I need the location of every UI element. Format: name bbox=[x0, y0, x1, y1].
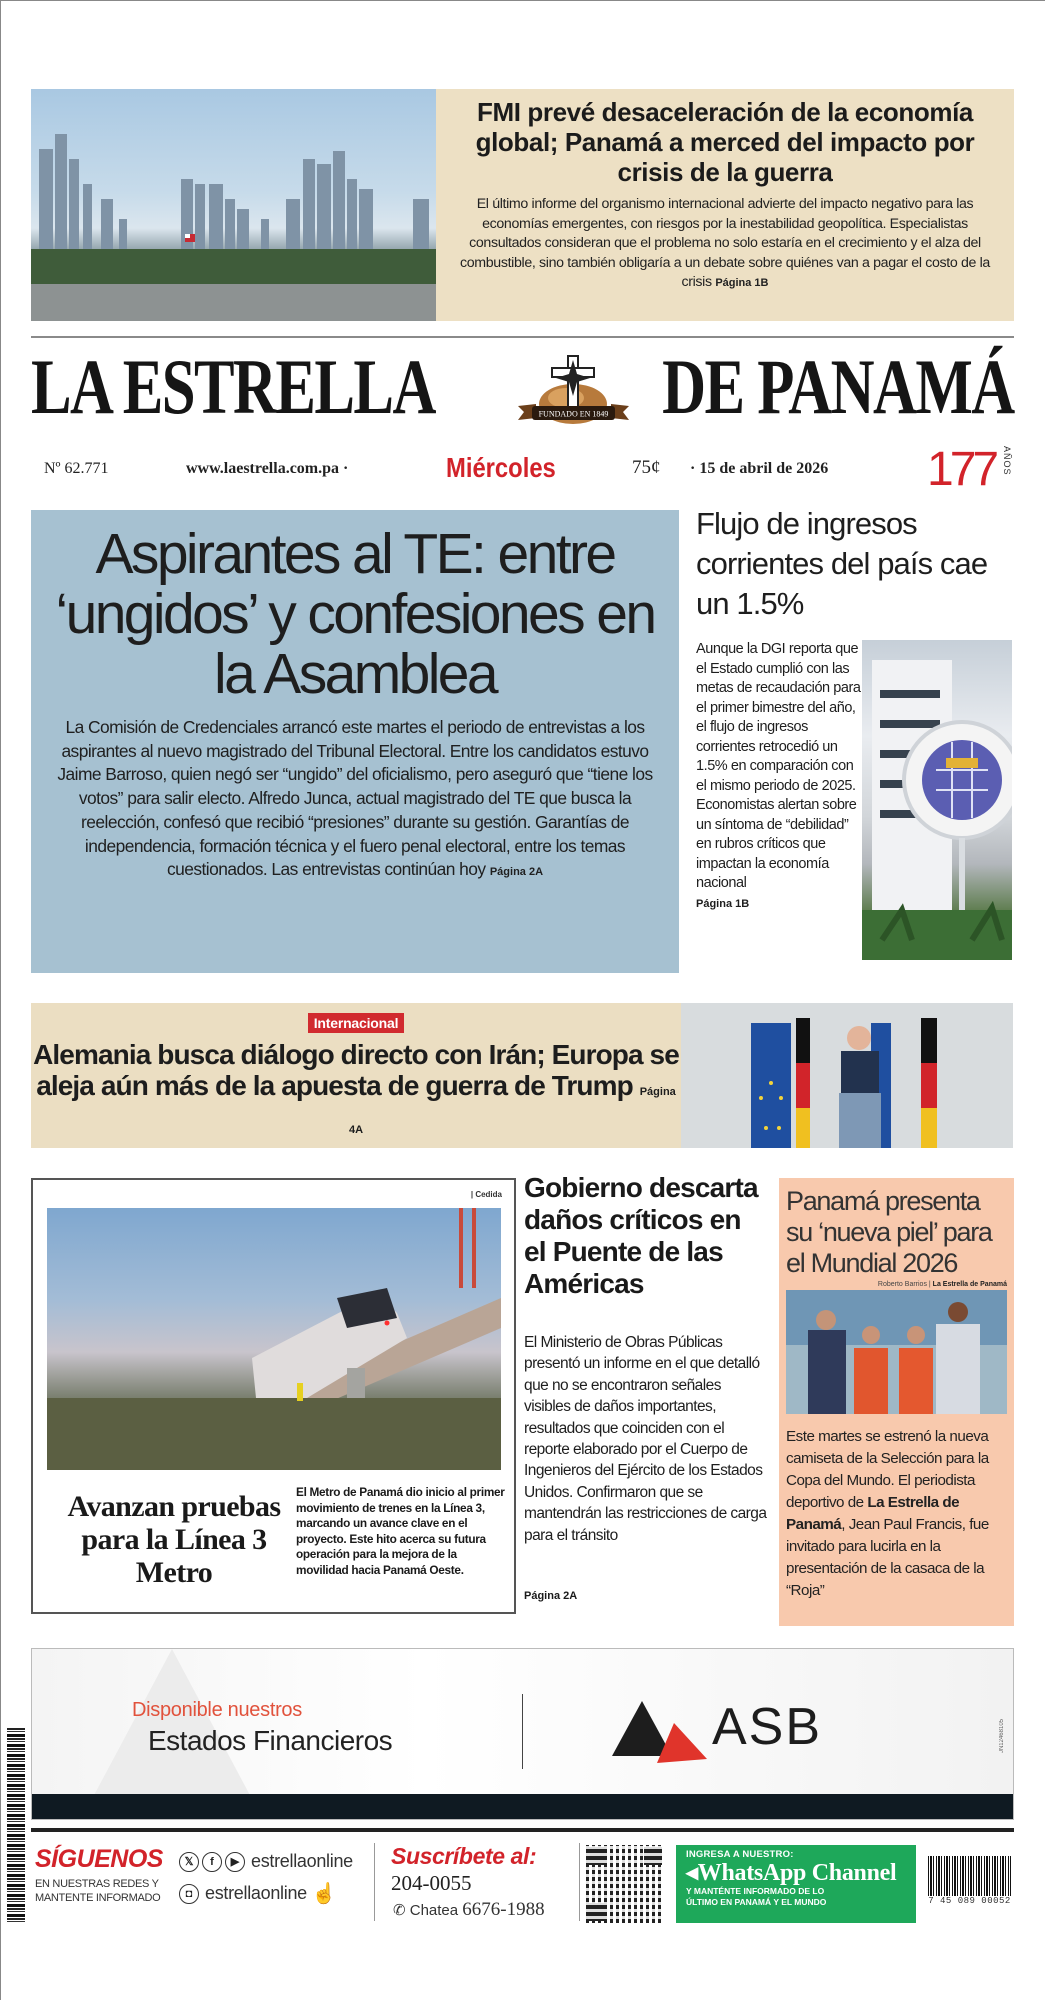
issue-number: Nº 62.771 bbox=[44, 460, 109, 477]
skyline-illustration bbox=[31, 89, 436, 321]
chat-contact[interactable] bbox=[393, 1899, 545, 1921]
bridge-story-headline[interactable]: Gobierno descarta daños críticos en el Puente de las Américas bbox=[524, 1172, 758, 1299]
lead-story[interactable] bbox=[31, 510, 679, 973]
side-story-body-text: Aunque la DGI reporta que el Estado cumplió con las metas de recaudación para el primer bimestre del año, el flujo de ingresos corrientes retrocedió un 1.5% en comparación con el mismo periodo de 2025. Economistas alertan sobre un síntoma de “debilidad” en rubros críticos que impactan la economía nacional bbox=[696, 641, 861, 891]
international-headline-text: Alemania busca diálogo directo con Irán; Europa se aleja aún más de la apuesta de guerra de Trump bbox=[33, 1039, 679, 1101]
top-teaser[interactable] bbox=[31, 89, 1014, 321]
masthead-title-right: DE PANAMÁ bbox=[662, 343, 1014, 430]
mundial-body-part1: Este martes se estrenó la nueva camiseta de la Selección para la Copa del Mundo. El periodista deportivo de bbox=[786, 1428, 989, 1511]
ad-code: JN12468105 bbox=[999, 1719, 1005, 1754]
international-page-ref[interactable]: Página 4A bbox=[348, 1086, 676, 1136]
side-barcode-icon bbox=[7, 1728, 25, 1923]
whatsapp-intro: INGRESA A NUESTRO: bbox=[686, 1849, 794, 1860]
teaser-summary bbox=[450, 195, 1000, 294]
social-links-row bbox=[179, 1851, 353, 1872]
credit-author: Roberto Barrios | bbox=[877, 1281, 931, 1288]
facebook-icon[interactable]: f bbox=[202, 1852, 222, 1872]
asb-advertisement[interactable] bbox=[31, 1648, 1014, 1820]
ad-background-triangle-icon bbox=[92, 1649, 252, 1799]
speaker-flags-photo bbox=[681, 1003, 1013, 1148]
barcode-bars-icon bbox=[928, 1856, 1011, 1896]
mundial-headline[interactable]: Panamá presenta su ‘nueva piel’ para el Mundial 2026 bbox=[786, 1186, 992, 1278]
bridge-story-summary: El Ministerio de Obras Públicas presentó un informe en el que detalló que no se encontraron señales visibles de daños importantes, resultados que coinciden con el reporte elaborado por el Cuerpo de Ingenieros del Ejército de los Estados Unidos. Confirmaron que se mantendrán las restricciones de carga para el tránsito bbox=[524, 1334, 767, 1544]
ministry-sign-illustration bbox=[862, 640, 1012, 960]
whatsapp-channel-banner[interactable] bbox=[676, 1845, 916, 1923]
dateline bbox=[44, 443, 1012, 496]
side-story-headline[interactable]: Flujo de ingresos corrientes del país cae un 1.5% bbox=[696, 506, 988, 621]
flags-podium-illustration bbox=[681, 1003, 1013, 1148]
instagram-handle[interactable]: estrellaonline bbox=[205, 1883, 307, 1903]
chat-number: 6676-1988 bbox=[462, 1899, 545, 1920]
teaser-body-text: El último informe del organismo internacional advierte del impacto negativo para las economías emergentes, con riesgos por la inestabilidad geopolítica. Especialistas consultados consideran que el problema no solo estaría en el crecimiento y el alza del combustible, sino también obligaría a un debate sobre quiénes van a pagar el costo de la crisis bbox=[460, 196, 990, 291]
website-link[interactable]: www.laestrella.com.pa · bbox=[186, 460, 349, 477]
metro-summary: El Metro de Panamá dio inicio al primer movimiento de trenes en la Línea 3, marcando un avance clave en el proyecto. Este hito acerca su futura operación para la mejora de la movilidad hacia Panamá Oeste. bbox=[296, 1485, 505, 1577]
bridge-page-ref[interactable]: Página 2A bbox=[524, 1590, 578, 1602]
qr-code-icon[interactable] bbox=[586, 1845, 664, 1923]
follow-subtitle bbox=[35, 1877, 160, 1905]
subscribe-title: Suscríbete al: bbox=[391, 1843, 537, 1869]
price: 75¢ bbox=[632, 457, 661, 478]
page-border-left bbox=[0, 0, 1, 2000]
mundial-body-part2: , Jean Paul Francis, fue invitado para lucirla en la presentación de la casaca de la “Roja” bbox=[786, 1516, 989, 1599]
mundial-body-outlet: La Estrella de Panamá bbox=[786, 1494, 960, 1533]
players-illustration bbox=[786, 1290, 1007, 1414]
metro-train-photo bbox=[47, 1208, 501, 1470]
divider bbox=[374, 1843, 375, 1921]
ad-divider bbox=[522, 1694, 523, 1769]
metro-headline[interactable]: Avanzan pruebas para la Línea 3 Metro bbox=[67, 1490, 281, 1589]
follow-sub-line2: MANTENTE INFORMADO bbox=[35, 1892, 161, 1904]
follow-sub-line1: EN NUESTRAS REDES Y bbox=[35, 1878, 159, 1890]
whatsapp-sub bbox=[686, 1886, 906, 1908]
mundial-story[interactable] bbox=[779, 1178, 1014, 1626]
ad-headline: Estados Financieros bbox=[148, 1725, 393, 1756]
emblem-ribbon-text: FUNDADO EN 1849 bbox=[538, 409, 609, 419]
lead-summary bbox=[47, 716, 663, 885]
ad-footer-bar bbox=[32, 1794, 1013, 1819]
lead-headline[interactable]: Aspirantes al TE: entre ‘ungidos’ y confesiones en la Asamblea bbox=[55, 522, 655, 706]
issue-date: · 15 de abril de 2026 bbox=[690, 460, 829, 477]
metro-train-illustration bbox=[47, 1208, 501, 1470]
lead-page-ref[interactable]: Página 2A bbox=[489, 866, 544, 879]
page-border-top bbox=[0, 0, 1045, 1]
anniversary-years: 177 bbox=[927, 443, 996, 496]
chat-label: Chatea bbox=[409, 1902, 459, 1919]
product-barcode bbox=[928, 1856, 1011, 1906]
photo-credit bbox=[786, 1281, 1007, 1288]
asb-logo-icon bbox=[612, 1701, 707, 1763]
metro-story[interactable] bbox=[31, 1178, 516, 1614]
section-badge-internacional: Internacional bbox=[308, 1013, 405, 1033]
subscribe-phone[interactable]: 204-0055 bbox=[391, 1871, 472, 1895]
barcode-number: 7 45 089 00052 bbox=[928, 1896, 1011, 1906]
pointer-hand-icon: ☝ bbox=[311, 1883, 337, 1905]
side-story-page-ref[interactable]: Página 1B bbox=[696, 897, 750, 910]
whatsapp-sub-line1: Y MANTÉNTE INFORMADO DE LO bbox=[686, 1886, 825, 1896]
divider bbox=[579, 1843, 580, 1921]
lead-body-text: La Comisión de Credenciales arrancó este martes el periodo de entrevistas a los aspirantes al nuevo magistrado del Tribunal Electoral. Entre los candidatos estuvo Jaime Barroso, quien negó ser “ungido” del oficialismo, pero aseguró que “tiene los votos” para salir electo. Alfredo Junca, actual magistrado del TE que busca la reelección, confesó que recibió “presiones” durante su gestión. Garantías de independencia, formación técnica y el fuero penal electoral, entre los temas cuestionados. Las entrevistas continúan hoy bbox=[57, 717, 653, 880]
jersey-launch-photo bbox=[786, 1290, 1007, 1414]
skyline-photo bbox=[31, 89, 436, 321]
instagram-icon[interactable]: ◘ bbox=[179, 1884, 199, 1904]
footer bbox=[31, 1843, 1014, 1923]
x-twitter-icon[interactable]: 𝕏 bbox=[179, 1852, 199, 1872]
masthead[interactable] bbox=[31, 343, 1014, 430]
international-headline[interactable] bbox=[31, 1039, 681, 1146]
instagram-link-row bbox=[179, 1881, 337, 1906]
photo-credit: | Cedida bbox=[470, 1190, 502, 1199]
whatsapp-sub-line2: ÚLTIMO EN PANAMÁ Y EL MUNDO bbox=[686, 1897, 827, 1907]
ad-tagline: Disponible nuestros bbox=[132, 1699, 302, 1721]
divider bbox=[31, 1828, 1014, 1832]
anniversary-label: AÑOS bbox=[1002, 446, 1012, 476]
follow-title: SÍGUENOS bbox=[35, 1845, 163, 1873]
credit-outlet: La Estrella de Panamá bbox=[932, 1281, 1007, 1288]
whatsapp-phone-icon: ✆ bbox=[393, 1902, 406, 1919]
mundial-summary bbox=[786, 1426, 1007, 1602]
divider bbox=[31, 336, 1014, 338]
whatsapp-channel-label: ◂WhatsApp Channel bbox=[686, 1860, 897, 1886]
social-handle[interactable]: estrellaonline bbox=[251, 1851, 353, 1871]
teaser-page-ref[interactable]: Página 1B bbox=[715, 277, 769, 290]
international-story[interactable] bbox=[31, 1003, 681, 1148]
weekday: Miércoles bbox=[446, 452, 556, 483]
star-globe-emblem-icon bbox=[516, 352, 631, 424]
side-story-summary bbox=[696, 640, 864, 914]
masthead-title-left: LA ESTRELLA bbox=[31, 343, 435, 430]
youtube-icon[interactable]: ▶ bbox=[225, 1852, 245, 1872]
asb-brand-name: ASB bbox=[712, 1698, 823, 1756]
ministry-building-photo bbox=[862, 640, 1012, 960]
teaser-headline[interactable]: FMI prevé desaceleración de la economía global; Panamá a merced del impacto por crisis de la guerra bbox=[475, 97, 975, 187]
